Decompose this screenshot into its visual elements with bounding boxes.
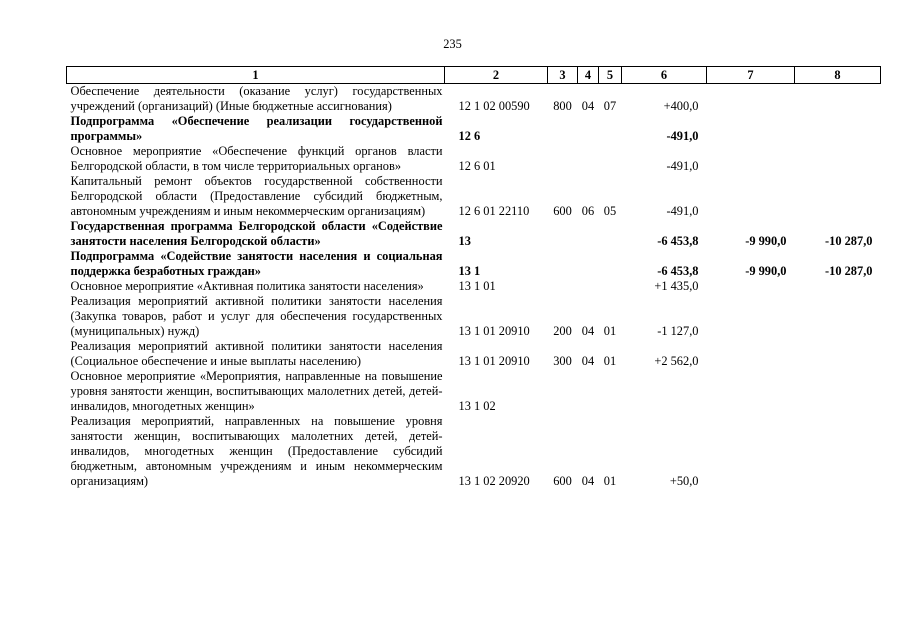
budget-table [66, 66, 881, 489]
row-section [578, 219, 599, 249]
row-amount-col7 [707, 279, 795, 294]
row-section [578, 369, 599, 414]
row-amount-col8 [795, 339, 881, 369]
row-amount-col8 [795, 414, 881, 489]
row-section: 04 [581, 354, 595, 368]
row-amount-col7 [707, 144, 795, 174]
row-amount-col6: -1 127,0 [657, 324, 699, 338]
row-section: 06 [581, 204, 595, 218]
row-description: Реализация мероприятий, направленных на повышение уровня занятости женщин, воспитывающих малолетних детей, детей-инвалидов, многодетных женщин (Предоставление субсидий бюджетным, автономным учреждениям и иным некоммерческим организациям) [70, 414, 443, 488]
row-amount-col7 [707, 294, 795, 339]
row-amount-col8 [795, 279, 881, 294]
row-amount-col7 [707, 174, 795, 219]
row-amount-col7 [707, 414, 795, 489]
row-subsection [599, 369, 622, 414]
row-subsection [599, 219, 622, 249]
column-header-4: 4 [578, 67, 599, 84]
row-expense-type [548, 249, 578, 279]
row-amount-col8 [795, 174, 881, 219]
row-subsection: 01 [603, 354, 617, 368]
row-description: Капитальный ремонт объектов государственной собственности Белгородской области (Предоставление субсидий бюджетным, автономным учреждениям и иным некоммерческим организациям) [70, 174, 443, 218]
column-header-2: 2 [445, 67, 548, 84]
row-expense-type [548, 219, 578, 249]
row-section [578, 114, 599, 144]
row-amount-col6: -491,0 [666, 204, 699, 218]
row-description: Реализация мероприятий активной политики занятости населения (Закупка товаров, работ и услуг для обеспечения государственных (муниципальных) нужд) [70, 294, 443, 338]
row-section [578, 279, 599, 294]
column-header-7: 7 [707, 67, 795, 84]
column-header-3: 3 [548, 67, 578, 84]
row-amount-col6: +400,0 [663, 99, 699, 113]
row-section [578, 249, 599, 279]
table-row [67, 84, 881, 115]
row-expense-type: 600 [553, 474, 572, 488]
table-row [67, 369, 881, 414]
row-subsection [599, 114, 622, 144]
row-code: 13 1 01 [458, 279, 496, 293]
table-row [67, 144, 881, 174]
row-amount-col6: -491,0 [666, 129, 699, 143]
table-row [67, 279, 881, 294]
row-section: 04 [581, 324, 595, 338]
column-header-1: 1 [67, 67, 445, 84]
row-expense-type [548, 114, 578, 144]
row-section [578, 144, 599, 174]
row-section: 04 [581, 474, 595, 488]
row-amount-col7 [707, 84, 795, 115]
row-subsection [599, 279, 622, 294]
row-amount-col8 [795, 294, 881, 339]
row-expense-type [548, 369, 578, 414]
row-amount-col8 [795, 144, 881, 174]
row-amount-col8 [795, 114, 881, 144]
row-expense-type: 800 [553, 99, 572, 113]
row-code: 12 6 01 22110 [458, 204, 530, 218]
row-expense-type [548, 279, 578, 294]
row-code: 12 6 [458, 129, 481, 143]
row-expense-type: 600 [553, 204, 572, 218]
row-amount-col8 [795, 84, 881, 115]
row-description: Государственная программа Белгородской области «Содействие занятости населения Белгородской области» [70, 219, 443, 248]
row-amount-col6: -6 453,8 [657, 264, 699, 278]
table-row [67, 114, 881, 144]
row-amount-col7 [707, 339, 795, 369]
row-code: 13 [458, 234, 471, 248]
row-description: Подпрограмма «Содействие занятости населения и социальная поддержка безработных граждан» [70, 249, 443, 278]
row-amount-col8: -10 287,0 [825, 264, 873, 278]
column-header-8: 8 [795, 67, 881, 84]
page-number: 235 [443, 37, 462, 51]
row-subsection: 01 [603, 324, 617, 338]
row-subsection: 01 [603, 474, 617, 488]
row-amount-col7 [707, 114, 795, 144]
row-code: 13 1 01 20910 [458, 324, 530, 338]
row-amount-col6: +1 435,0 [654, 279, 699, 293]
table-header-row [67, 67, 881, 84]
row-amount-col6 [622, 369, 707, 414]
row-description: Подпрограмма «Обеспечение реализации государственной программы» [70, 114, 443, 143]
row-subsection [599, 144, 622, 174]
row-code: 13 1 02 20920 [458, 474, 530, 488]
row-amount-col7: -9 990,0 [745, 234, 787, 248]
row-code: 13 1 02 [458, 399, 496, 413]
table-row [67, 414, 881, 489]
table-row [67, 339, 881, 369]
row-description: Основное мероприятие «Мероприятия, направленные на повышение уровня занятости женщин, воспитывающих малолетних детей, детей-инвалидов, многодетных женщин» [70, 369, 443, 413]
row-subsection: 07 [603, 99, 617, 113]
table-row [67, 294, 881, 339]
row-section: 04 [581, 99, 595, 113]
row-amount-col8 [795, 369, 881, 414]
row-code: 13 1 [458, 264, 481, 278]
column-header-5: 5 [599, 67, 622, 84]
row-subsection: 05 [603, 204, 617, 218]
row-amount-col6: -491,0 [666, 159, 699, 173]
row-amount-col6: -6 453,8 [657, 234, 699, 248]
row-amount-col7: -9 990,0 [745, 264, 787, 278]
row-amount-col6: +2 562,0 [654, 354, 699, 368]
table-row [67, 174, 881, 219]
row-expense-type: 200 [553, 324, 572, 338]
column-header-6: 6 [622, 67, 707, 84]
row-code: 12 1 02 00590 [458, 99, 530, 113]
row-description: Основное мероприятие «Обеспечение функций органов власти Белгородской области, в том числе территориальных органов» [70, 144, 443, 173]
row-subsection [599, 249, 622, 279]
row-amount-col8: -10 287,0 [825, 234, 873, 248]
row-description: Основное мероприятие «Активная политика занятости населения» [70, 279, 424, 293]
row-amount-col6: +50,0 [669, 474, 699, 488]
row-description: Обеспечение деятельности (оказание услуг) государственных учреждений (организаций) (Иные бюджетные ассигнования) [70, 84, 443, 113]
table-row [67, 249, 881, 279]
row-code: 13 1 01 20910 [458, 354, 530, 368]
row-expense-type [548, 144, 578, 174]
table-row [67, 219, 881, 249]
row-code: 12 6 01 [458, 159, 496, 173]
row-amount-col7 [707, 369, 795, 414]
row-description: Реализация мероприятий активной политики занятости населения (Социальное обеспечение и иные выплаты населению) [70, 339, 443, 368]
row-expense-type: 300 [553, 354, 572, 368]
